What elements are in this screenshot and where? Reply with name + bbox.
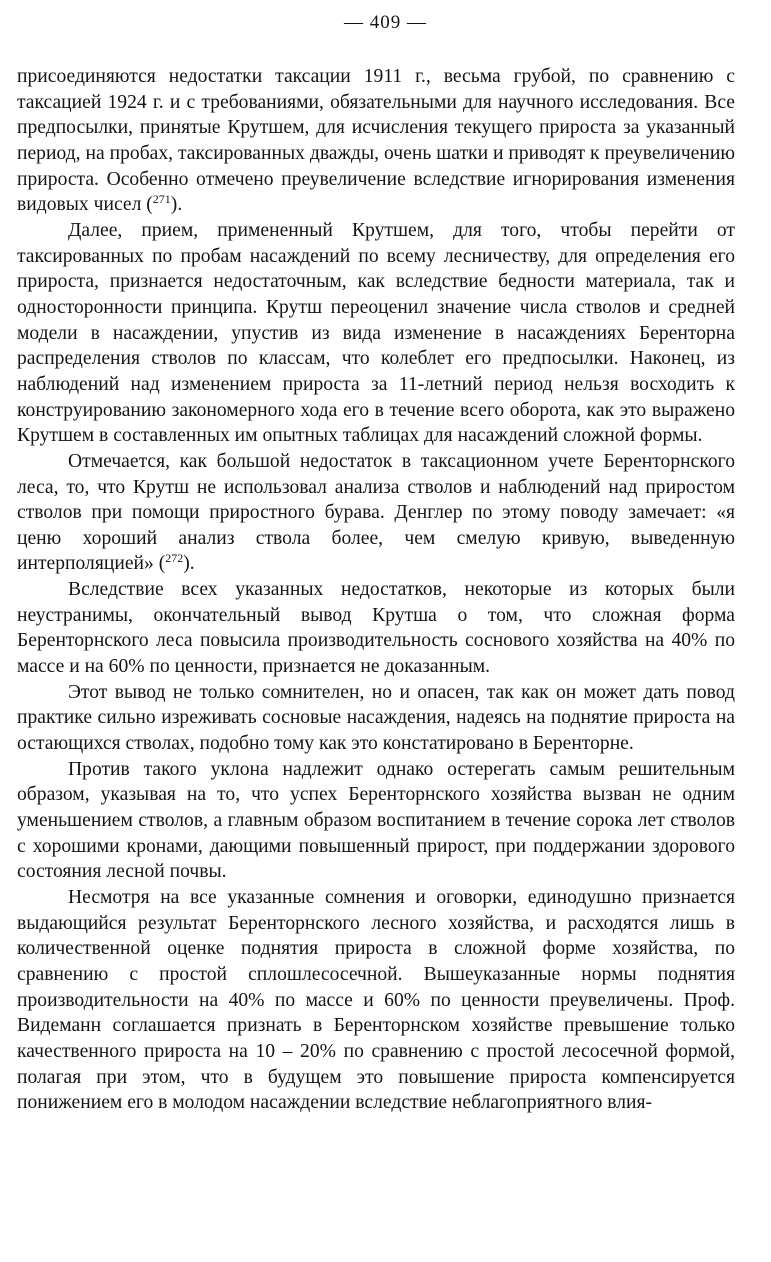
paragraph-text-tail: ). [170,194,183,216]
paragraph-text: Этот вывод не только сомнителен, но и опасен, так как он может дать повод практике сильно изреживать сосновые насаждения, надеясь на поднятие прироста на остающихся стволах, подобно тому как это констатировано в Беренторне. [17,681,735,755]
body-text [17,64,735,1116]
paragraph-3 [17,449,735,577]
paragraph-1 [17,64,735,218]
paragraph-6 [17,757,735,885]
footnote-reference: 272 [165,551,184,566]
paragraph-text: Вследствие всех указанных недостатков, некоторые из которых были неустранимы, окончательный вывод Крутша о том, что сложная форма Беренторнского леса повысила производительность соснового хозяйства на 40% по массе и на 60% по ценности, признается не доказанным. [17,579,735,678]
page-number: — 409 — [344,12,427,33]
paragraph-text: Далее, прием, примененный Крутшем, для того, чтобы перейти от таксированных по пробам насаждений по всему лесничеству, для определения его прироста, признается недостаточным, как вследствие бедности материала, так и односторонности принципа. Крутш переоценил значение числа стволов и средней модели в насаждении, упустив из вида изменение в насаждениях Беренторна распределения стволов по классам, что колеблет его предпосылки. Наконец, из наблюдений над изменением прироста за 11-летний период нельзя восходить к конструированию закономерного хода его в течение всего оборота, как это выражено Крутшем в составленных им опытных таблицах для насаждений сложной формы. [17,219,735,447]
paragraph-text: Против такого уклона надлежит однако остерегать самым решительным образом, указывая на то, что успех Беренторнского хозяйства вызван не одним уменьшением стволов, а главным образом воспитанием в течение сорока лет стволов с хорошими кронами, дающими повышенный прирост, при поддержании здорового состояния лесной почвы. [17,758,735,883]
paragraph-7 [17,885,735,1116]
paragraph-4 [17,577,735,680]
paragraph-5 [17,680,735,757]
paragraph-text: Несмотря на все указанные сомнения и оговорки, единодушно признается выдающийся результат Беренторнского лесного хозяйства, и расходятся лишь в количественной оценке поднятия прироста в сложной форме хозяйства, по сравнению с простой сплошлесосечной. Вышеуказанные нормы поднятия производительности на 40% по массе и 60% по ценности преувеличены. Проф. Видеманн соглашается признать в Беренторнском хозяйстве превышение только качественного прироста на 10 – 20% по сравнению с простой лесосечной формой, полагая при этом, что в будущем это повышение прироста компенсируется понижением его в молодом насаждении вследствие неблагоприятного влия- [17,887,735,1114]
paragraph-2 [17,218,735,449]
footnote-reference: 271 [152,192,171,207]
paragraph-text: присоединяются недостатки таксации 1911 г., весьма грубой, по сравнению с таксацией 1924 г. и с требованиями, обязательными для научного исследования. Все предпосылки, принятые Крутшем, для исчисления текущего прироста за указанный период, на пробах, таксированных дважды, очень шатки и приводят к преувеличению прироста. Особенно отмечено преувеличение вследствие игнорирования изменения видовых чисел ( [17,66,735,216]
paragraph-text: Отмечается, как большой недостаток в таксационном учете Беренторнского леса, то, что Крутш не использовал анализа стволов и наблюдений над приростом стволов при помощи приростного бурава. Денглер по этому поводу замечает: «я ценю хороший анализ ствола более, чем смелую кривую, выведенную интерполяцией» ( [17,450,735,575]
paragraph-text-tail: ). [183,553,195,575]
